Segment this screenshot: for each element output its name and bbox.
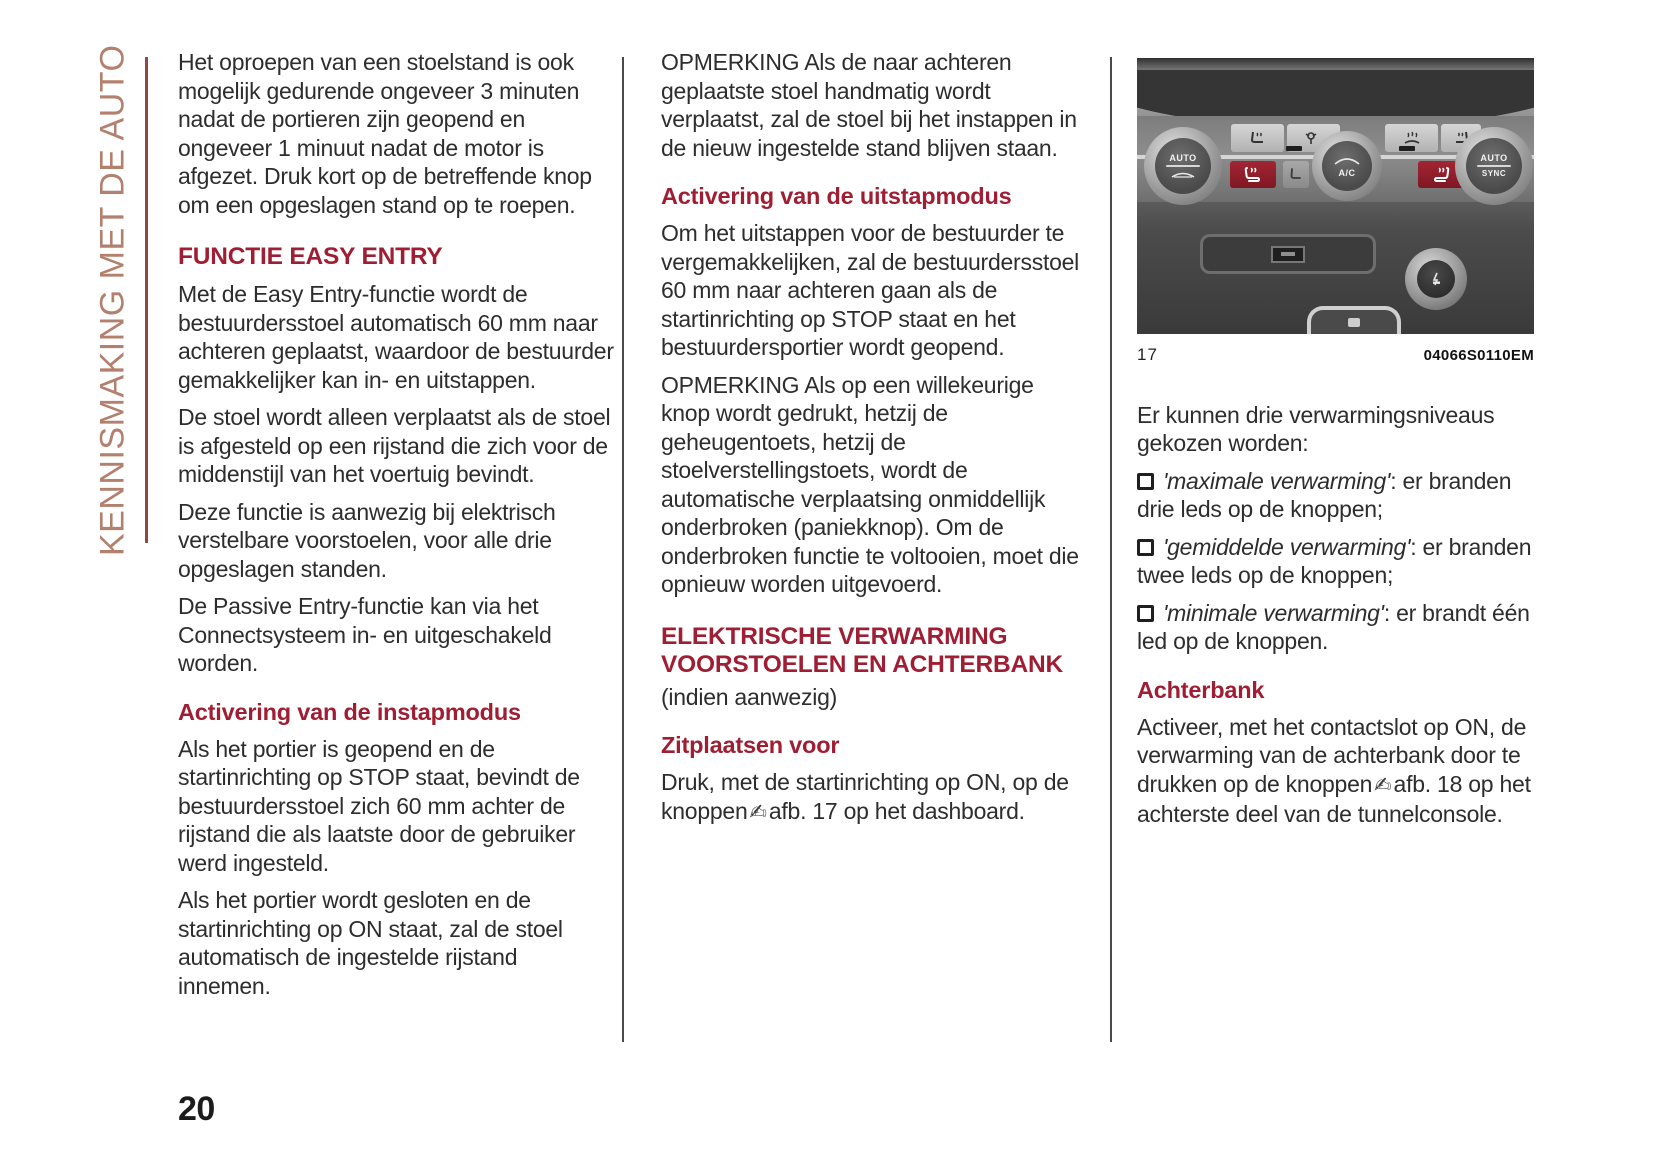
text-run: Activeer, met het contactslot op ON, de verwarming van de achterbank door te drukken op de knoppen [1137,713,1527,797]
paragraph: (indien aanwezig) [661,683,838,710]
seat-heat-left-button [1230,161,1276,188]
seat-fan-icon [1247,130,1269,146]
knob-label: AUTO [1169,153,1197,163]
column-divider-2 [1110,57,1112,1042]
subsection-heading: Activering van de instapmodus [178,698,521,725]
square-bullet-icon [1137,473,1154,490]
paragraph: Deze functie is aanwezig bij elektrisch verstelbare voorstoelen, voor alle drie opgeslagen standen. [178,498,556,582]
section-heading: ELEKTRISCHE VERWARMING VOORSTOELEN EN ACHTERBANK [661,622,1064,678]
heated-seat-icon [1242,166,1264,183]
paragraph: De Passive Entry-functie kan via het Connectsysteem in- en uitgeschakeld worden. [178,593,552,676]
bullet-text: : er branden drie leds op de knoppen; [1137,467,1512,522]
climate-button [1231,124,1284,152]
ac-knob-center [1312,131,1382,201]
heated-seat-icon [1430,166,1452,183]
figure-code: 04066S0110EM [1423,347,1534,364]
text-run: afb. 18 op het achterste deel van de tunnelconsole. [1137,770,1531,827]
auto-knob-left [1144,127,1222,205]
knob-slider [1166,165,1200,167]
paragraph: Als het portier is geopend en de startinrichting op STOP staat, bevindt de bestuurdersstoel zich 60 mm achter de rijstand die als laatste door de gebruiker werd ingesteld. [178,735,580,876]
figure-dashboard-photo [1137,58,1534,334]
paragraph: Het oproepen van een stoelstand is ook mogelijk gedurende ongeveer 3 minuten nadat de portieren zijn geopend en ongeveer 1 minuut nadat de motor is afgezet. Druk kort op de betreffende knop om een opgeslagen stand op te roepen. [178,49,592,218]
temperature-arc-icon [1332,154,1362,166]
bullet-text: : er brandt één led op de knoppen. [1137,599,1530,654]
led-indicator [1399,146,1415,151]
chapter-title-vertical: KENNISMAKING MET DE AUTO [93,44,132,556]
bullet-term: 'gemiddelde verwarming' [1163,533,1411,560]
square-bullet-icon [1137,605,1154,622]
figure-caption [1137,341,1534,371]
paragraph: Met de Easy Entry-functie wordt de bestuurdersstoel automatisch 60 mm naar achteren geplaatst, waardoor de bestuurder gemakkelijker kan in- en uitstappen. [178,281,614,393]
windshield-icon [1170,169,1196,179]
gear-selector [1307,306,1401,334]
ignition-knob [1405,248,1467,310]
paragraph: OPMERKING Als de naar achteren geplaatste stoel handmatig wordt verplaatst, zal de stoel bij het instappen in de nieuw ingestelde stand blijven staan. [661,49,1077,161]
column-3 [1137,48,1537,829]
text-run: Druk, met de startinrichting op ON, op de knoppen [661,769,1069,824]
chapter-rule [145,57,148,543]
knob-label: SYNC [1481,169,1507,178]
paragraph: Om het uitstappen voor de bestuurder te vergemakkelijken, zal de bestuurdersstoel 60 mm naar achteren gaan als de startinrichting op STOP staat en het bestuurdersportier wordt geopend. [661,220,1080,360]
bullet-item [1137,467,1537,524]
led-indicator [1286,146,1302,151]
figure-number: 17 [1137,345,1158,364]
paragraph: OPMERKING Als op een willekeurige knop wordt gedrukt, hetzij de geheugentoets, hetzij de stoelverstellingstoets, wordt de automatische verplaatsing onmiddellijk onderbroken (paniekknop). Om de onderbroken functie te voltooien, moet die opnieuw worden uitgevoerd. [661,371,1079,597]
column-2 [661,48,1082,827]
bullet-item [1137,533,1537,590]
subsection-heading: Zitplaatsen voor [661,732,840,758]
column-divider-1 [622,57,624,1042]
knob-label: AUTO [1480,153,1508,163]
text-run: afb. 17 op het dashboard. [768,797,1025,824]
paragraph: Als het portier wordt gesloten en de startinrichting op ON staat, zal de stoel automatisch de ingestelde rijstand innemen. [178,887,563,999]
seat-icon [1288,168,1304,182]
lighter-icon [1428,271,1444,287]
square-bullet-icon [1137,539,1154,556]
paragraph [1137,713,1537,829]
storage-tray [1200,234,1376,274]
bullet-text: : er branden twee leds op de knoppen; [1137,533,1532,588]
column-1 [178,48,615,1000]
hand-press-icon: ✍ [1374,773,1392,797]
hand-press-icon: ✍ [749,800,767,824]
bullet-term: 'minimale verwarming' [1163,599,1384,626]
bullet-item [1137,599,1537,656]
subsection-heading: Activering van de uitstapmodus [661,183,1012,209]
subsection-heading: Achterbank [1137,676,1265,703]
page-number: 20 [178,1090,215,1128]
knob-label: A/C [1338,167,1356,178]
auto-sync-knob-right [1455,127,1533,205]
usb-port [1271,246,1305,263]
paragraph: Er kunnen drie verwarmingsniveaus gekozen worden: [1137,401,1495,456]
paragraph: De stoel wordt alleen verplaatst als de stoel is afgesteld op een rijstand die zich voor de middenstijl van het voertuig bevindt. [178,404,611,487]
defrost-icon [1402,130,1422,146]
section-heading: FUNCTIE EASY ENTRY [178,243,443,270]
seat-button [1283,161,1309,188]
paragraph [661,768,1082,827]
knob-slider [1477,165,1511,167]
bullet-term: 'maximale verwarming' [1163,467,1391,494]
